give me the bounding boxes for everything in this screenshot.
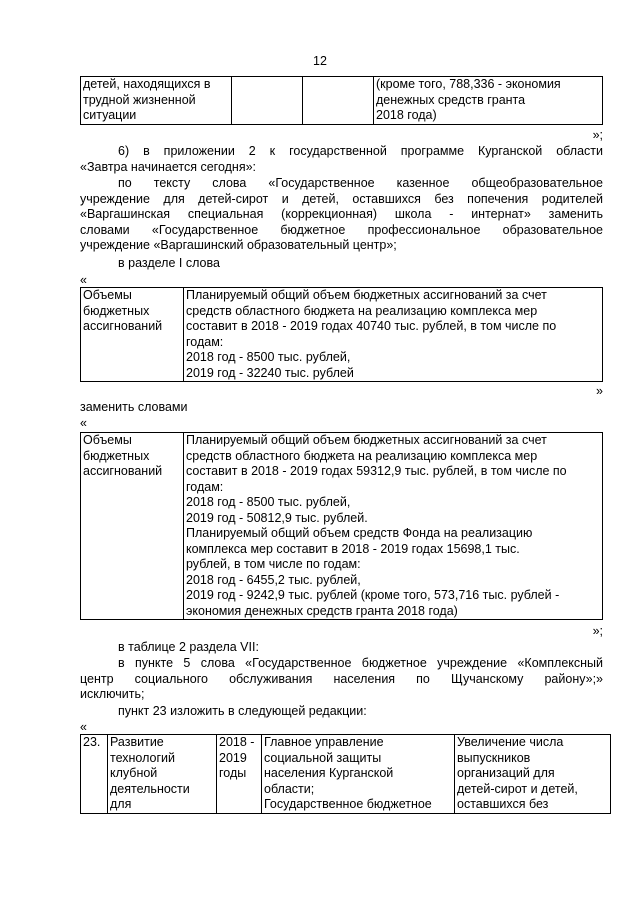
top-table-cell-4 <box>374 77 603 125</box>
text-line: Государственное бюджетное <box>264 797 432 811</box>
text-line: 2018 год - 8500 тыс. рублей, <box>186 495 351 509</box>
text-line: ассигнований <box>83 319 163 333</box>
text-line: исключить; <box>80 687 145 701</box>
text-line: годам: <box>186 479 224 494</box>
text-line: Объемы <box>83 433 132 447</box>
text-line: области; <box>264 781 315 796</box>
text-line: денежных средств гранта <box>376 92 526 107</box>
paragraph-replace-text <box>80 176 603 254</box>
text-line: «Варгашинская специальная (коррекционная) школа - интернат» заменить <box>80 207 603 221</box>
row-number-cell <box>81 735 108 814</box>
paragraph-table-2: в таблице 2 раздела VII: <box>118 640 259 654</box>
open-quote: « <box>80 273 87 287</box>
budget-label-cell <box>81 288 184 382</box>
budget-table-new <box>80 432 603 620</box>
text-line: годы <box>219 766 247 780</box>
close-quote: »; <box>592 128 603 142</box>
text-line: комплекса мер составит в 2018 - 2019 годах 15698,1 тыс. <box>186 541 520 556</box>
text-line: бюджетных <box>83 303 150 318</box>
close-quote: » <box>596 384 603 398</box>
text-line: трудной жизненной <box>83 92 196 107</box>
text-line: средств областного бюджета на реализацию комплекса мер <box>186 303 538 318</box>
text-line: оставшихся без <box>457 797 549 811</box>
text-line: 2018 года) <box>376 108 437 122</box>
open-quote: « <box>80 720 87 734</box>
text-line: словами «Государственное бюджетное профессиональное образовательное <box>80 222 603 237</box>
text-line: составит в 2018 - 2019 годах 40740 тыс. рублей, в том числе по <box>186 319 557 333</box>
text-line: Планируемый общий объем средств Фонда на реализацию <box>186 526 533 540</box>
budget-label-cell <box>81 433 184 620</box>
row-number: 23. <box>83 735 101 749</box>
text-line: Планируемый общий объем бюджетных ассигнований за счет <box>186 288 547 302</box>
text-line: 2019 год - 9242,9 тыс. рублей (кроме того, 573,716 тыс. рублей - <box>186 588 560 602</box>
paragraph-section-1: в разделе I слова <box>118 256 220 270</box>
point-23-table <box>80 734 611 814</box>
text-line: Главное управление <box>264 735 384 749</box>
text-line: 6) в приложении 2 к государственной программе Курганской области <box>118 144 603 158</box>
text-line: 2019 год - 50812,9 тыс. рублей. <box>186 510 368 525</box>
open-quote: « <box>80 416 87 430</box>
top-table-cell-1 <box>81 77 232 125</box>
budget-text-cell <box>184 288 603 382</box>
text-line: населения Курганской <box>264 766 394 780</box>
text-line: средств областного бюджета на реализацию комплекса мер <box>186 448 538 463</box>
text-line: составит в 2018 - 2019 годах 59312,9 тыс. рублей, в том числе по <box>186 464 567 478</box>
close-quote: »; <box>592 624 603 638</box>
text-line: выпускников <box>457 750 531 765</box>
result-cell <box>455 735 611 814</box>
text-line: учреждение «Варгашинский образовательный центр»; <box>80 238 397 252</box>
budget-table-old <box>80 287 603 382</box>
text-line: экономия денежных средств гранта 2018 года) <box>186 603 458 618</box>
text-line: учреждение для детей-сирот и детей, оставшихся без попечения родителей <box>80 191 603 206</box>
text-line: технологий <box>110 750 176 765</box>
text-line: социальной защиты <box>264 750 382 765</box>
text-line: годам: <box>186 334 224 349</box>
measure-cell <box>108 735 217 814</box>
budget-text-cell <box>184 433 603 620</box>
text-line: детей, находящихся в <box>83 77 211 91</box>
text-line: бюджетных <box>83 448 150 463</box>
top-table-cell-2 <box>232 77 303 125</box>
text-line: в пункте 5 слова «Государственное бюджетное учреждение «Комплексный <box>118 656 603 670</box>
text-line: 2019 <box>219 750 247 765</box>
text-line: «Завтра начинается сегодня»: <box>80 159 257 174</box>
period-cell <box>217 735 262 814</box>
text-line: Объемы <box>83 288 132 302</box>
page-number: 12 <box>313 54 327 68</box>
text-line: центр социального обслуживания населения по Щучанскому району»;» <box>80 671 603 686</box>
text-line: детей-сирот и детей, <box>457 781 578 796</box>
top-table-cell-3 <box>303 77 374 125</box>
text-line: Развитие <box>110 735 164 749</box>
text-line: клубной <box>110 766 158 780</box>
paragraph-6 <box>80 144 603 175</box>
text-line: 2018 год - 6455,2 тыс. рублей, <box>186 572 361 587</box>
text-line: организаций для <box>457 766 555 780</box>
text-line: Планируемый общий объем бюджетных ассигнований за счет <box>186 433 547 447</box>
paragraph-point-23: пункт 23 изложить в следующей редакции: <box>118 704 367 718</box>
text-line: ситуации <box>83 108 137 122</box>
text-line: 2018 - <box>219 735 255 749</box>
text-line: Увеличение числа <box>457 735 564 749</box>
paragraph-point-5 <box>80 656 603 703</box>
text-line: ассигнований <box>83 464 163 478</box>
replace-words: заменить словами <box>80 400 188 414</box>
text-line: рублей, в том числе по годам: <box>186 557 361 571</box>
text-line: 2019 год - 32240 тыс. рублей <box>186 365 354 380</box>
text-line: деятельности <box>110 781 190 796</box>
text-line: (кроме того, 788,336 - экономия <box>376 77 561 91</box>
text-line: для <box>110 797 132 811</box>
text-line: 2018 год - 8500 тыс. рублей, <box>186 350 351 364</box>
text-line: по тексту слова «Государственное казенное общеобразовательное <box>118 176 603 190</box>
top-table <box>80 76 603 125</box>
responsible-cell <box>262 735 455 814</box>
